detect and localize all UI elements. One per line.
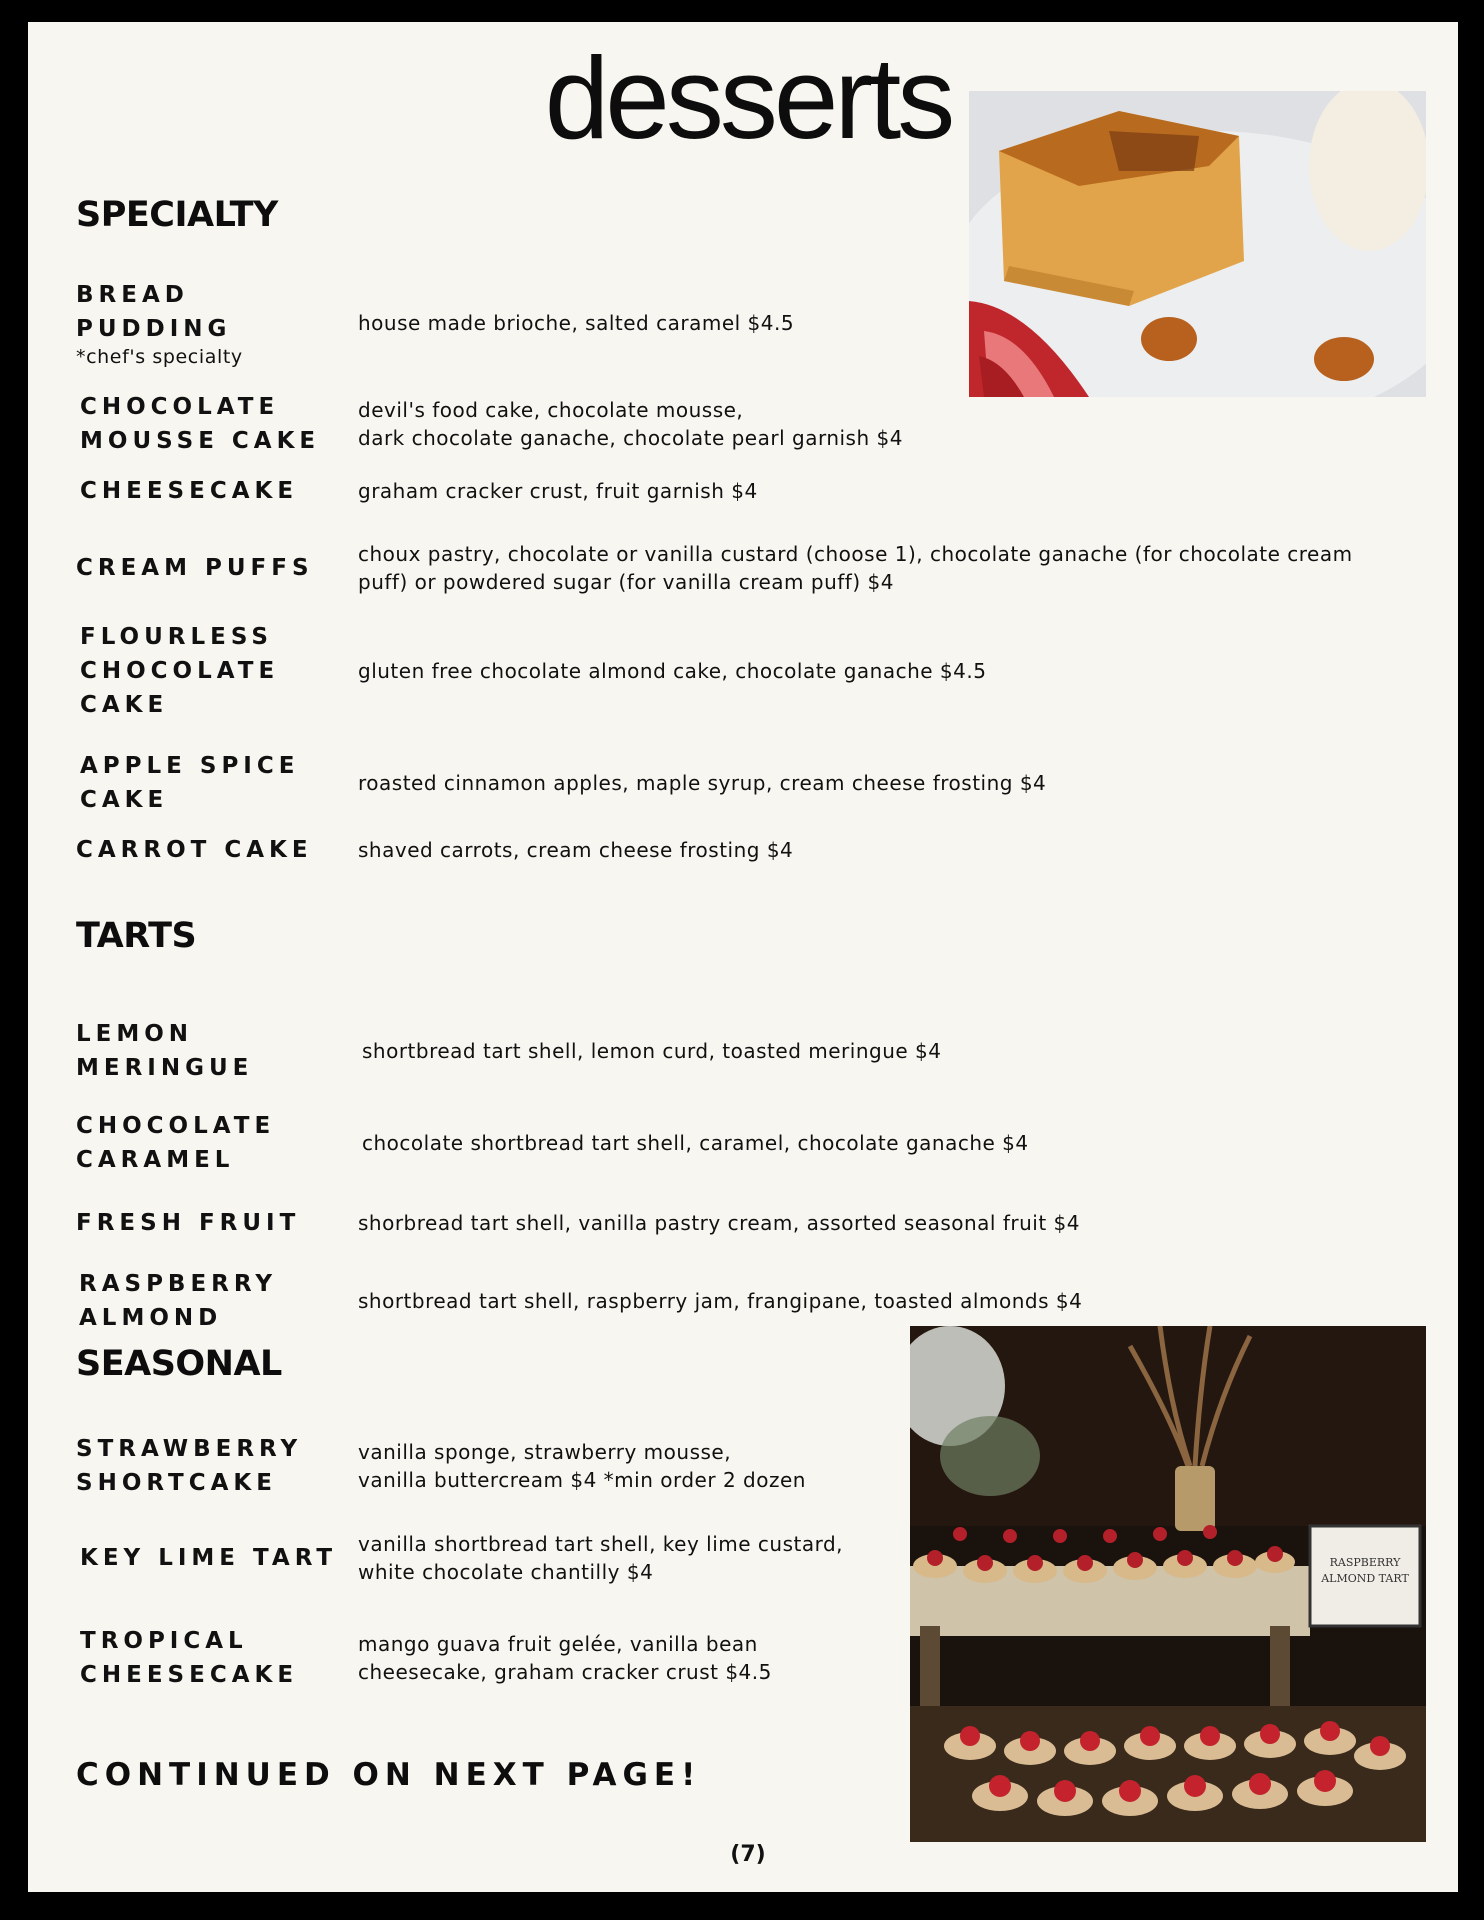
menu-item bbox=[76, 1206, 1416, 1240]
item-description: gluten free chocolate almond cake, chocolate ganache $4.5 bbox=[358, 659, 987, 683]
item-description: shortbread tart shell, lemon curd, toasted meringue $4 bbox=[362, 1039, 942, 1063]
menu-item bbox=[76, 833, 1416, 867]
item-description: devil's food cake, chocolate mousse, dark chocolate ganache, chocolate pearl garnish $4 bbox=[358, 398, 903, 450]
item-name: CHOCOLATE MOUSSE CAKE bbox=[80, 394, 321, 454]
item-name: CREAM PUFFS bbox=[76, 555, 314, 581]
item-name: CARROT CAKE bbox=[76, 837, 313, 863]
item-name: STRAWBERRY SHORTCAKE bbox=[76, 1436, 303, 1496]
svg-text:RASPBERRY: RASPBERRY bbox=[1329, 1556, 1401, 1569]
menu-item bbox=[76, 278, 1416, 368]
section-heading-seasonal: SEASONAL bbox=[76, 1344, 282, 1384]
item-description: house made brioche, salted caramel $4.5 bbox=[358, 311, 795, 335]
svg-text:ALMOND TART: ALMOND TART bbox=[1321, 1572, 1409, 1585]
item-name: KEY LIME TART bbox=[80, 1545, 338, 1571]
item-name: TROPICAL CHEESECAKE bbox=[80, 1628, 299, 1688]
item-name: CHOCOLATE CARAMEL bbox=[76, 1113, 276, 1173]
item-description: graham cracker crust, fruit garnish $4 bbox=[358, 479, 758, 503]
page-title: desserts bbox=[544, 33, 952, 163]
item-description: shortbread tart shell, raspberry jam, frangipane, toasted almonds $4 bbox=[358, 1289, 1083, 1313]
item-description: choux pastry, chocolate or vanilla custard (choose 1), chocolate ganache (for chocolate cream puff) or powdered sugar (for vanilla cream puff) $4 bbox=[358, 542, 1353, 594]
menu-item bbox=[80, 749, 1420, 817]
menu-page bbox=[28, 22, 1458, 1892]
item-name: CHEESECAKE bbox=[80, 478, 299, 504]
item-description: shaved carrots, cream cheese frosting $4 bbox=[358, 838, 794, 862]
section-heading-specialty: SPECIALTY bbox=[76, 195, 278, 235]
item-name: FLOURLESS CHOCOLATE CAKE bbox=[80, 624, 280, 718]
item-name: APPLE SPICE CAKE bbox=[80, 753, 300, 813]
item-name: LEMON MERINGUE bbox=[76, 1021, 254, 1081]
menu-item bbox=[76, 1017, 1416, 1085]
menu-item bbox=[76, 1109, 1416, 1177]
menu-item bbox=[80, 390, 1420, 458]
item-description: roasted cinnamon apples, maple syrup, cream cheese frosting $4 bbox=[358, 771, 1047, 795]
tart-display-photo bbox=[910, 1326, 1426, 1842]
menu-item bbox=[79, 1267, 1419, 1335]
item-name: BREAD PUDDING bbox=[76, 282, 232, 342]
menu-item bbox=[80, 474, 1420, 508]
item-description: vanilla shortbread tart shell, key lime custard, white chocolate chantilly $4 bbox=[358, 1532, 844, 1584]
menu-item bbox=[80, 620, 1420, 722]
item-description: vanilla sponge, strawberry mousse, vanilla buttercream $4 *min order 2 dozen bbox=[358, 1440, 806, 1492]
item-description: chocolate shortbread tart shell, caramel, chocolate ganache $4 bbox=[362, 1131, 1029, 1155]
item-description: mango guava fruit gelée, vanilla bean cheesecake, graham cracker crust $4.5 bbox=[358, 1632, 772, 1684]
continued-note: CONTINUED ON NEXT PAGE! bbox=[76, 1757, 702, 1793]
section-heading-tarts: TARTS bbox=[76, 916, 197, 956]
item-name: FRESH FRUIT bbox=[76, 1210, 301, 1236]
page-number: (7) bbox=[730, 1842, 766, 1867]
menu-item bbox=[76, 540, 1416, 596]
item-note: *chef's specialty bbox=[76, 346, 243, 368]
item-description: shorbread tart shell, vanilla pastry cream, assorted seasonal fruit $4 bbox=[358, 1211, 1080, 1235]
item-name: RASPBERRY ALMOND bbox=[79, 1271, 277, 1331]
